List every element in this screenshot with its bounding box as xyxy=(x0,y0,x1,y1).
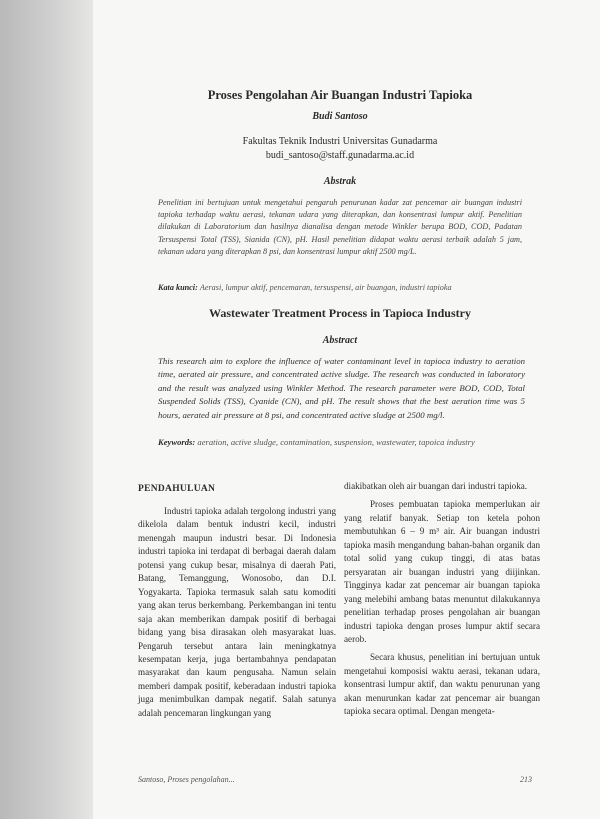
paper-title: Proses Pengolahan Air Buangan Industri Tapioka xyxy=(207,88,473,102)
page-number: 213 xyxy=(520,775,532,784)
kata-kunci-line xyxy=(158,283,538,292)
section-heading: PENDAHULUAN xyxy=(138,484,216,494)
kata-kunci-label: Kata kunci: xyxy=(158,283,198,292)
author-name: Budi Santoso xyxy=(312,111,368,122)
abstrak-body: Penelitian ini bertujuan untuk mengetahui pengaruh penurunan kadar zat pencemar air buangan industri tapioka terhadap waktu aerasi, tekanan udara yang diterapkan, dan konsentrasi lumpur aktif. Penelitian dilakukan di Laboratorium dan hasilnya dianalisa dengan metode Winkler berupa BOD, COD, Padatan Tersuspensi Total (TSS), Sianida (CN), pH. Hasil penelitian didapat waktu aerasi terbaik adalah 5 jam, tekanan udara yang diterapkan 8 psi, dan konsentrasi lumpur aktif 2500 mg/L. xyxy=(158,198,522,256)
right-column xyxy=(344,480,540,719)
abstrak-heading: Abstrak xyxy=(323,176,357,187)
keywords-line xyxy=(158,437,548,447)
author-email: budi_santoso@staff.gunadarma.ac.id xyxy=(265,150,415,161)
affiliation: Fakultas Teknik Industri Universitas Gunadarma xyxy=(242,136,438,147)
right-paragraph: Secara khusus, penelitian ini bertujuan untuk mengetahui komposisi waktu aerasi, tekanan udara, konsentrasi lumpur aktif, dan waktu penurunan yang akan menurunkan kadar zat pencemar air buangan tapioka secara optimal. Dengan mengeta- xyxy=(344,652,540,717)
abstract-heading: Abstract xyxy=(322,335,358,346)
footer-running-title: Santoso, Proses pengolahan... xyxy=(138,775,235,784)
keywords-label: Keywords: xyxy=(158,437,196,447)
left-column xyxy=(138,505,336,720)
english-title: Wastewater Treatment Process in Tapioca Industry xyxy=(209,306,471,320)
right-paragraph: diakibatkan oleh air buangan dari industri tapioka. xyxy=(344,481,528,491)
kata-kunci-text: Aerasi, lumpur aktif, pencemaran, tersuspensi, air buangan, industri tapioka xyxy=(199,283,452,292)
keywords-text: aeration, active sludge, contamination, suspension, wastewater, tapoica industry xyxy=(197,437,475,447)
abstract-body: This research aim to explore the influence of water contaminant level in tapioca industry to aeration time, aerated air pressure, and concentrated active sludge. The research was conducted in laboratory and the result was analyzed using Winkler Method. The research parameter were BOD, COD, Total Suspended Solids (TSS), Cyanide (CN), and pH. The result shows that the best aeration time was 5 hours, aerated air pressure at 8 psi, and concentrated active sludge at 2500 mg/l. xyxy=(158,356,525,420)
page-binding-shadow xyxy=(0,0,93,819)
right-paragraph: Proses pembuatan tapioka memperlukan air yang relatif banyak. Setiap ton ketela pohon membutuhkan 6 – 9 m³ air. Air buangan industri tapioka masih mengandung bahan-bahan organik dan total solid yang cukup tinggi, di atas batas persyaratan air buangan industri yang diijinkan. Tingginya kadar zat pencemar air buangan tapioka yang melebihi ambang batas menuntut dilakukannya penelitian terhadap proses pengolahan air buangan industri tapioka dengan proses lumpur aktif secara aerob. xyxy=(344,499,540,644)
left-paragraph: Industri tapioka adalah tergolong industri yang dikelola dalam bentuk industri kecil, industri menengah maupun industri besar. Di Indonesia industri tapioka ini terdapat di berbagai daerah dalam potensi yang cukup besar, misalnya di daerah Pati, Batang, Temanggung, Wonosobo, dan D.I. Yogyakarta. Tapioka termasuk salah satu komoditi yang akan terus berkembang. Perkembangan ini tentu saja akan memberikan dampak positif di berbagai bidang yang bisa dirasakan oleh masyarakat luas. Pengaruh tersebut antara lain meningkatnya kesempatan kerja, juga bertambahnya pendapatan masyarakat dan kaum pengusaha. Namun selain memberi dampak positif, keberadaan industri tapioka juga menimbulkan dampak negatif. Salah satunya adalah pencemaran lingkungan yang xyxy=(138,506,336,718)
